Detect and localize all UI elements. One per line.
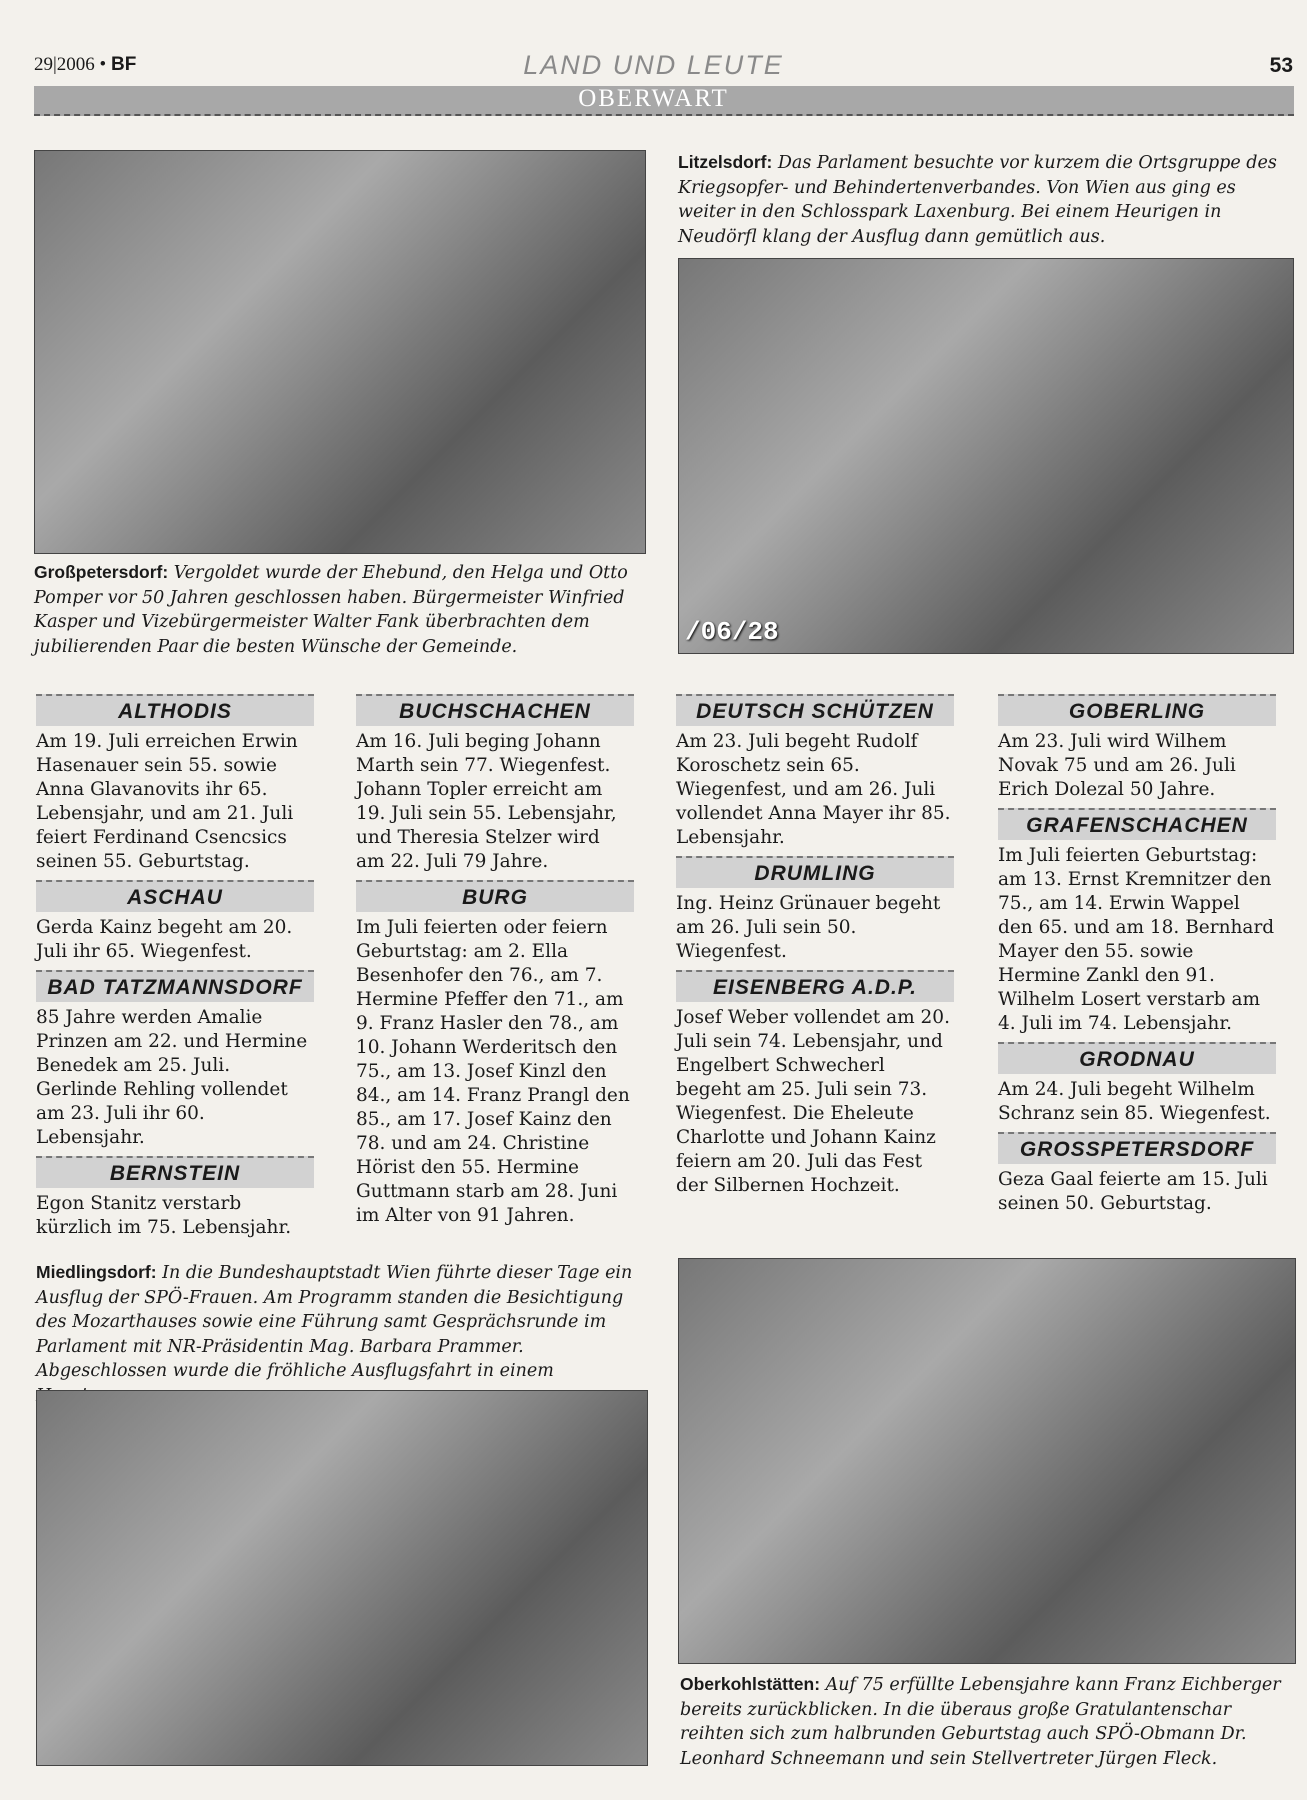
photo-birthday-dinner [678, 1258, 1296, 1664]
issue-number: 29|2006 • [34, 54, 107, 75]
birthday-column-2 [356, 694, 634, 1234]
town-entry: Ing. Heinz Grünauer begeht am 26. Juli sein 50. Wiegenfest. [676, 893, 941, 962]
caption-place: Miedlingsdorf: [36, 1262, 157, 1282]
town-entry: Am 23. Juli wird Wilhem Novak 75 und am 26. Juli Erich Dolezal 50 Jahre. [998, 731, 1236, 800]
town-heading: BURG [356, 880, 634, 912]
birthday-column-3 [676, 694, 954, 1204]
town-entry: Am 19. Juli erreichen Erwin Hasenauer sein 55. sowie Anna Glavanovits ihr 65. Lebensjahr, und am 21. Juli feiert Ferdinand Csencsics seinen 55. Geburtstag. [36, 731, 298, 872]
town-heading: BUCHSCHACHEN [356, 694, 634, 726]
photo-spoe-women-trip [36, 1390, 648, 1766]
photo-date-stamp: /06/28 [685, 617, 779, 647]
region-title: OBERWART [578, 85, 729, 112]
town-heading: EISENBERG A.D.P. [676, 970, 954, 1002]
town-entry: Egon Stanitz verstarb kürzlich im 75. Lebensjahr. [36, 1193, 292, 1238]
page-number: 53 [1269, 54, 1293, 77]
caption-place: Litzelsdorf: [678, 152, 773, 172]
caption-text: In die Bundeshauptstadt Wien führte dieser Tage ein Ausflug der SPÖ-Frauen. Am Programm standen die Besichtigung des Mozarthauses sowie eine Führung samt Gesprächsrunde im Parlament mit NR-Präsidentin Mag. Barbara Prammer. Abgeschlossen wurde die fröhliche Ausflugsfahrt in einem [36, 1263, 633, 1381]
photo-parliament-group [678, 258, 1294, 654]
town-heading: GROSSPETERSDORF [998, 1132, 1276, 1164]
photo-golden-wedding [34, 150, 646, 554]
caption-grosspetersdorf [34, 560, 644, 659]
town-heading: GRODNAU [998, 1042, 1276, 1074]
caption-text: Auf 75 erfüllte Lebensjahre kann Franz Eichberger bereits zurückblicken. In die überaus große Gratulantenschar reihten sich zum halbrunden Geburtstag auch SPÖ-Obmann Dr. Leonhard Schneemann und sein Stellvertreter Jürgen Fleck. [680, 1675, 1281, 1769]
caption-text: Das Parlament besuchte vor kurzem die Ortsgruppe des Kriegsopfer- und Behindertenverbandes. Von Wien aus ging es weiter in den Schlosspark Laxenburg. Bei einem Heurigen in Neudörfl klang der Ausflug dann gemütlich aus. [678, 153, 1277, 247]
brand-name: BF [110, 54, 137, 75]
caption-litzelsdorf [678, 150, 1293, 249]
town-entry: Am 24. Juli begeht Wilhelm Schranz sein 85. Wiegenfest. [998, 1079, 1271, 1124]
caption-place: Großpetersdorf: [34, 562, 169, 582]
caption-miedlingsdorf [36, 1260, 646, 1408]
town-heading: GRAFENSCHACHEN [998, 808, 1276, 840]
town-heading: GOBERLING [998, 694, 1276, 726]
town-entry: Am 16. Juli beging Johann Marth sein 77. Wiegenfest. Johann Topler erreicht am 19. Juli sein 55. Lebensjahr, und Theresia Stelzer wird am 22. Juli 79 Jahre. [356, 731, 617, 872]
town-heading: ASCHAU [36, 880, 314, 912]
town-heading: DRUMLING [676, 856, 954, 888]
town-entry: Im Juli feierten Geburtstag: am 13. Ernst Kremnitzer den 75., am 14. Erwin Wappel den 65. und am 18. Bernhard Mayer den 55. sowie Hermine Zankl den 91. Wilhelm Losert verstarb am 4. Juli im 74. Lebensjahr. [998, 845, 1275, 1034]
caption-place: Oberkohlstätten: [680, 1674, 821, 1694]
town-heading: DEUTSCH SCHÜTZEN [676, 694, 954, 726]
town-entry: Im Juli feierten oder feiern Geburtstag: am 2. Ella Besenhofer den 76., am 7. Hermine Pfeffer den 71., am 9. Franz Hasler den 78., am 10. Johann Werderitsch den 75., am 13. Josef Kinzl den 84., am 14. Franz Prangl den 85., am 17. Josef Kainz den 78. und am 24. Christine Hörist den 55. Hermine Guttmann starb am 28. Juni im Alter von 91 Jahren. [356, 917, 630, 1226]
town-entry: Geza Gaal feierte am 15. Juli seinen 50. Geburtstag. [998, 1169, 1268, 1214]
section-title: LAND UND LEUTE [523, 50, 784, 80]
town-heading: ALTHODIS [36, 694, 314, 726]
town-entry: 85 Jahre werden Amalie Prinzen am 22. und Hermine Benedek am 25. Juli. Gerlinde Rehling vollendet am 23. Juli ihr 60. Lebensjahr. [36, 1007, 308, 1148]
birthday-column-1 [36, 694, 314, 1246]
town-heading: BERNSTEIN [36, 1156, 314, 1188]
town-entry: Josef Weber vollendet am 20. Juli sein 74. Lebensjahr, und Engelbert Schwecherl begeht am 25. Juli sein 73. Wiegenfest. Die Eheleute Charlotte und Johann Kainz feiern am 20. Juli das Fest der Silbernen Hochzeit. [676, 1007, 950, 1196]
birthday-column-4 [998, 694, 1276, 1222]
town-heading: BAD TATZMANNSDORF [36, 970, 314, 1002]
town-entry: Am 23. Juli begeht Rudolf Koroschetz sein 65. Wiegenfest, und am 26. Juli vollendet Anna Mayer ihr 85. Lebensjahr. [676, 731, 951, 848]
town-entry: Gerda Kainz begeht am 20. Juli ihr 65. Wiegenfest. [36, 917, 293, 962]
caption-oberkohlstaetten [680, 1672, 1292, 1771]
caption-text: Vergoldet wurde der Ehebund, den Helga und Otto Pomper vor 50 Jahren geschlossen haben. Bürgermeister Winfried Kasper und Vizebürgermeister Walter Fank überbrachten dem jubilierenden Paar die besten Wünsche der Gemeinde. [34, 563, 628, 657]
